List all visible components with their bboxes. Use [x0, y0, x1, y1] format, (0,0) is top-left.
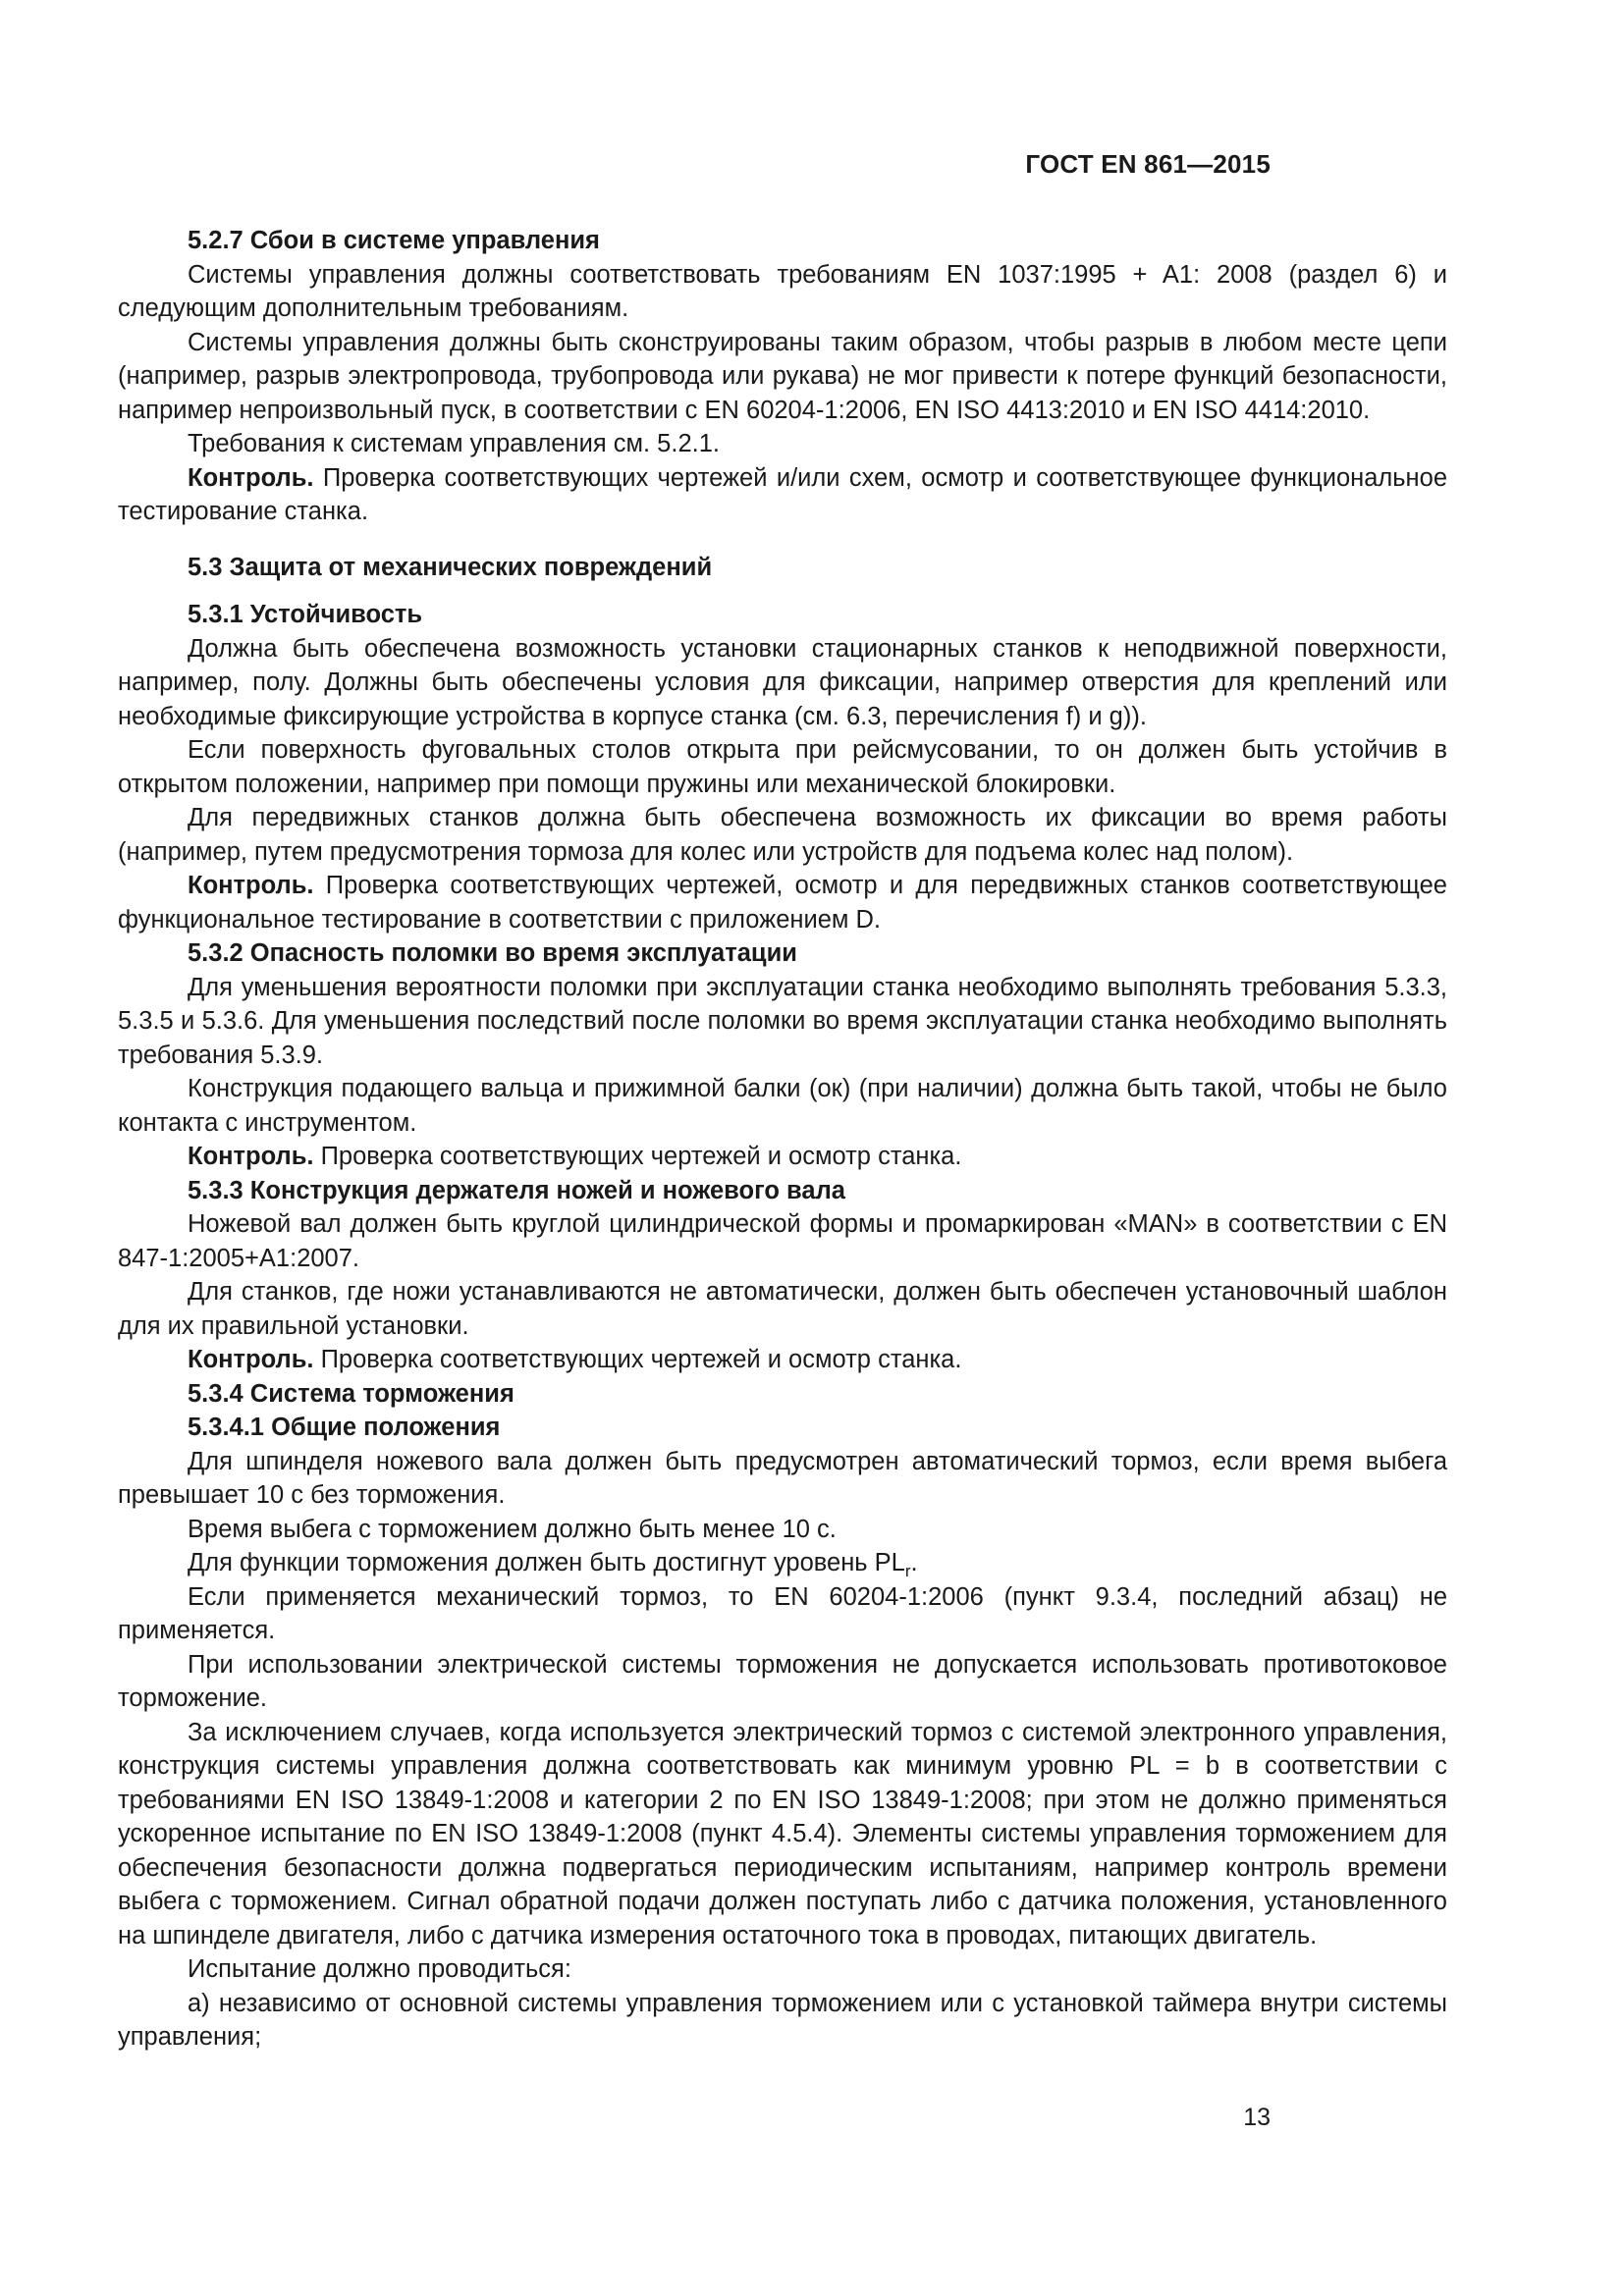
paragraph: Требования к системам управления см. 5.2.1.: [188, 430, 720, 457]
pl-subscript: r: [904, 1562, 911, 1580]
control-paragraph: [118, 869, 1447, 936]
heading-5-3: 5.3 Защита от механических повреждений: [188, 553, 713, 581]
heading-5-3-1: 5.3.1 Устойчивость: [188, 601, 423, 628]
paragraph: Должна быть обеспечена возможность установки стационарных станков к неподвижной поверхности, например, полу. Должны быть обеспечены условия для фиксации, например отверстия для креплений или необходимые фиксирующие устройства в корпусе станка (см. 6.3, перечисления f) и g)).: [118, 634, 1447, 730]
paragraph: Для уменьшения вероятности поломки при эксплуатации станка необходимо выполнять требования 5.3.3, 5.3.5 и 5.3.6. Для уменьшения последствий после поломки во время эксплуатации станка необходимо выполнять требования 5.3.9.: [118, 973, 1447, 1069]
control-text: Проверка соответствующих чертежей и осмотр станка.: [313, 1143, 962, 1170]
paragraph: Если поверхность фуговальных столов открыта при рейсмусовании, то он должен быть устойчив в открытом положении, например при помощи пружины или механической блокировки.: [118, 736, 1447, 798]
list-item: а) независимо от основной системы управления торможением или с установкой таймера внутри системы управления;: [118, 1989, 1447, 2051]
paragraph: Конструкция подающего вальца и прижимной балки (ок) (при наличии) должна быть такой, чтобы не было контакта с инструментом.: [118, 1075, 1447, 1137]
paragraph: Испытание должно проводиться:: [188, 1955, 571, 1983]
control-paragraph: [118, 1140, 1447, 1174]
control-label: Контроль.: [188, 1346, 314, 1373]
heading-5-3-4-1: 5.3.4.1 Общие положения: [188, 1414, 501, 1441]
paragraph: Ножевой вал должен быть круглой цилиндрической формы и промаркирован «MAN» в соответствии с EN 847-1:2005+A1:2007.: [118, 1210, 1447, 1272]
paragraph: Время выбега с торможением должно быть менее 10 с.: [188, 1515, 837, 1543]
paragraph: Для шпинделя ножевого вала должен быть предусмотрен автоматический тормоз, если время выбега превышает 10 с без торможения.: [118, 1447, 1447, 1509]
document-body: [118, 224, 1447, 2055]
heading-5-3-4: 5.3.4 Система торможения: [188, 1379, 514, 1408]
paragraph: Для передвижных станков должна быть обеспечена возможность их фиксации во время работы (например, путем предусмотрения тормоза для колес или устройств для подъема колес над полом).: [118, 804, 1447, 866]
control-label: Контроль.: [188, 1143, 314, 1170]
pl-text: Для функции торможения должен быть достигнут уровень PL: [188, 1549, 905, 1576]
paragraph: Системы управления должны соответствовать требованиям EN 1037:1995 + A1: 2008 (раздел 6) и следующим дополнительным требованиям.: [118, 260, 1447, 322]
document-id: ГОСТ EN 861—2015: [1025, 149, 1271, 179]
control-text: Проверка соответствующих чертежей, осмотр и для передвижных станков соответствующее функциональное тестирование в соответствии с приложением D.: [118, 872, 1447, 934]
page-number: 13: [1243, 2104, 1271, 2131]
heading-5-3-3: 5.3.3 Конструкция держателя ножей и ножевого вала: [188, 1176, 845, 1204]
heading-5-3-2: 5.3.2 Опасность поломки во время эксплуатации: [188, 939, 797, 967]
paragraph: При использовании электрической системы торможения не допускается использовать противотоковое торможение.: [118, 1650, 1447, 1712]
control-paragraph: [118, 461, 1447, 529]
paragraph: За исключением случаев, когда используется электрический тормоз с системой электронного управления, конструкция системы управления должна соответствовать как минимум уровню PL = b в соответствии с требованиями EN ISO 13849-1:2008 и категории 2 по EN ISO 13849-1:2008; при этом не должно применяться ускоренное испытание по EN ISO 13849-1:2008 (пункт 4.5.4). Элементы системы управления торможением для обеспечения безопасности должна подвергаться периодическим испытаниям, например контроль времени выбега с торможением. Сигнал обратной подачи должен поступать либо с датчика положения, установленного на шпинделе двигателя, либо с датчика измерения остаточного тока в проводах, питающих двигатель.: [118, 1718, 1447, 1949]
paragraph: [118, 1546, 1447, 1580]
pl-end: .: [910, 1549, 918, 1576]
paragraph: Для станков, где ножи устанавливаются не автоматически, должен быть обеспечен установочный шаблон для их правильной установки.: [118, 1278, 1447, 1340]
heading-5-2-7: 5.2.7 Сбои в системе управления: [188, 227, 600, 254]
paragraph: Системы управления должны быть сконструированы таким образом, чтобы разрыв в любом месте цепи (например, разрыв электропровода, трубопровода или рукава) не мог привести к потере функций безопасности, например непроизвольный пуск, в соответствии с EN 60204-1:2006, EN ISO 4413:2010 и EN ISO 4414:2010.: [118, 328, 1447, 424]
paragraph: Если применяется механический тормоз, то EN 60204-1:2006 (пункт 9.3.4, последний абзац) не применяется.: [118, 1582, 1447, 1644]
control-label: Контроль.: [188, 872, 314, 899]
control-label: Контроль.: [188, 463, 314, 492]
control-text: Проверка соответствующих чертежей и осмотр станка.: [313, 1346, 962, 1373]
control-paragraph: [118, 1343, 1447, 1377]
control-text: Проверка соответствующих чертежей и/или схем, осмотр и соответствующее функциональное тестирование станка.: [118, 463, 1447, 525]
